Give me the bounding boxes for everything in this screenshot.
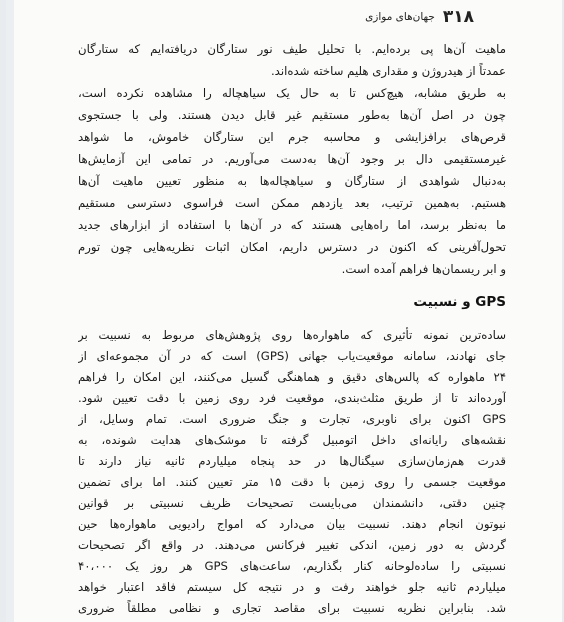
page-number: ۳۱۸ [442,7,474,27]
text-line: عمدتاً از هیدروژن و مقداری هلیم ساخته شده‌اند. [270,64,506,78]
text-line: نسبیتی را ساده‌لوحانه کنار بگذاریم، ساعت‌های GPS هر روز یک ۴۰،۰۰۰ [78,559,506,573]
text-line: GPS اکنون برای ناوبری، تجارت و جنگ ضروری است. تمام وسایل، از [78,412,506,426]
text-line: ماهیت آن‌ها پی برده‌ایم. با تحلیل طیف نور ستارگان دریافته‌ایم که ستارگان [78,42,506,56]
text-line: ساده‌ترین نمونه تأثیری که ماهواره‌ها روی پژوهش‌های مربوط به نسبیت بر [78,328,506,342]
page-header [346,6,474,28]
text-line: هستیم. به‌همین ترتیب، بعد یازدهم ممکن است فراسوی دسترسی مستقیم [78,196,506,210]
text-line: نقشه‌های رایانه‌ای داخل اتومبیل گرفته تا موشک‌های هدایت شونده، به [78,433,506,447]
text-line: جای نهادند، سامانه موقعیت‌یاب جهانی (GPS) است که در آن مجموعه‌ای از [78,349,506,363]
text-line: ما به‌نظر برسد، اما راه‌هایی هستند که در آن‌ها با استفاده از ابزارهای جدید [78,218,506,232]
text-line: و ابر ریسمان‌ها فراهم آمده است. [341,262,506,276]
text-line: چنین دقتی، دانشمندان می‌بایست تصحیحات ظریف نسبیتی بر قوانین [78,496,506,510]
text-line: شد. بنابراین نظریه نسبیت برای مقاصد تجاری و نظامی مطلقاً ضروری [78,601,506,615]
text-line: گردش به دور زمین، اندکی تغییر فرکانس می‌دهند. در واقع اگر تصحیحات [78,538,506,552]
text-line: آورده‌اند تا از طریق مثلث‌بندی، موقعیت فرد روی زمین با دقت تعیین شود. [78,391,506,405]
text-line: قدرت هم‌زمان‌سازی سیگنال‌ها در حد پنجاه میلیاردم ثانیه نیاز دارند تا [78,454,506,468]
text-line: موقعیت جسمی را روی زمین با دقت ۱۵ متر تعیین کنند. اما برای تضمین [78,475,506,489]
text-line: به‌دنبال شواهدی از ستارگان و سیاهچاله‌ها به منظور تعیین ماهیت آن‌ها [78,174,506,188]
text-line: قرص‌های برافزایشی و محاسبه جرم این ستارگان خاموش، ما شواهد [78,130,506,144]
text-line: نیوتون انجام دهند. نسبیت بیان می‌دارد که امواج رادیویی ماهواره‌ها حین [78,517,506,531]
running-title: جهان‌های موازی [365,11,435,23]
text-line: میلیاردم ثانیه جلو خواهند رفت و در نتیجه کل سیستم فاقد اعتبار خواهد [78,580,506,594]
text-line: غیرمستقیمی دال بر وجود آن‌ها به‌دست می‌آوریم. در تمامی این آزمایش‌ها [78,152,506,166]
text-line: چون در اصل آن‌ها به‌طور مستقیم غیر قابل دیدن هستند. ولی با جستجوی [78,108,506,122]
book-page [6,0,562,622]
viewer-edge [6,0,14,622]
text-line: به طریق مشابه، هیچ‌کس تا به حال یک سیاهچاله را مشاهده نکرده است، [78,86,506,100]
text-line: ۲۴ ماهواره که پالس‌های دقیق و هماهنگی گسیل می‌کنند، این امکان را فراهم [78,370,506,384]
section-heading: GPS و نسبیت [413,294,506,310]
text-line: تحول‌آفرینی که اکنون در دسترس داریم، امکان اثبات نظریه‌هایی چون تورم [78,240,506,254]
